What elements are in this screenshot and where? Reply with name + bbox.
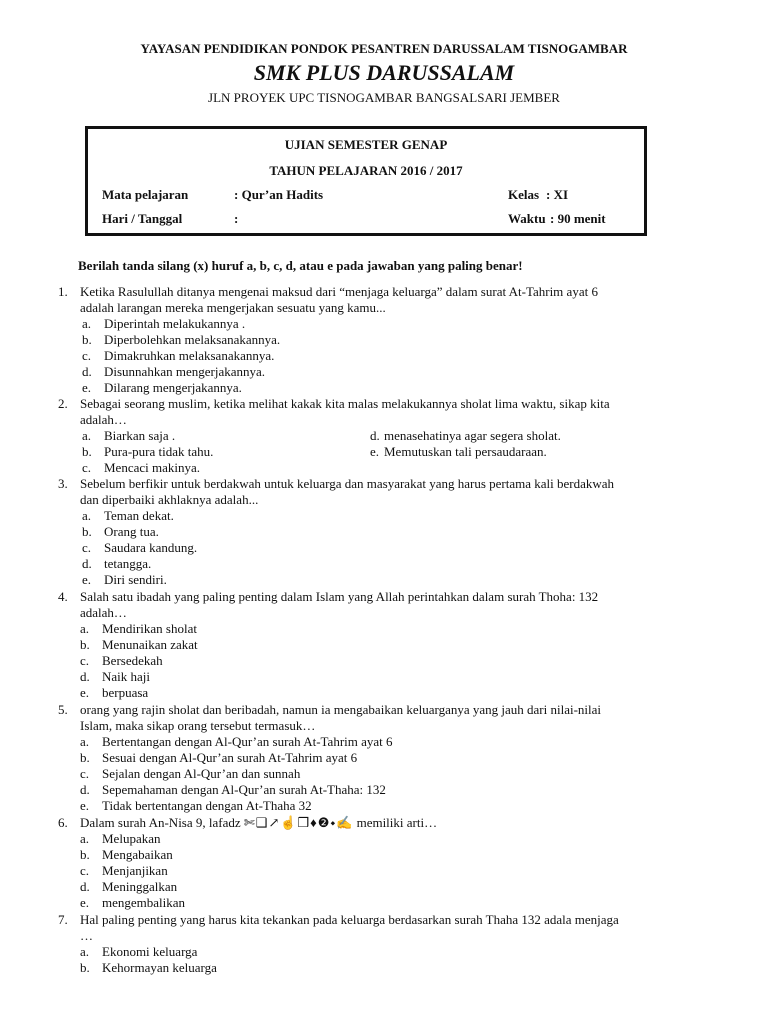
option-text: Kehormayan keluarga	[102, 960, 217, 975]
option-key: d.	[82, 556, 92, 571]
option-key: b.	[82, 444, 92, 459]
option-key: b.	[80, 637, 90, 652]
school-name: SMK PLUS DARUSSALAM	[253, 60, 515, 85]
question-number: 4.	[58, 589, 68, 604]
date-value: :	[234, 211, 239, 226]
school-address: JLN PROYEK UPC TISNOGAMBAR BANGSALSARI JEMBER	[208, 90, 560, 105]
option-text: Naik haji	[102, 669, 151, 684]
option-text: Ekonomi keluarga	[102, 944, 198, 959]
option-key: c.	[82, 460, 92, 475]
option-text: Orang tua.	[104, 524, 159, 539]
option-key: a.	[80, 831, 90, 846]
option-key: a.	[82, 316, 92, 331]
question-number: 1.	[58, 284, 68, 299]
option-text: Mendirikan sholat	[102, 621, 197, 636]
question-line	[80, 815, 716, 831]
option-key: b.	[80, 847, 90, 862]
option-text: Biarkan saja .	[104, 428, 176, 443]
subject-label: Mata pelajaran	[102, 187, 189, 202]
subject-value: : Qur’an Hadits	[234, 187, 324, 202]
time-label: Waktu	[508, 211, 546, 226]
option-text: Diperbolehkan melaksanakannya.	[104, 332, 281, 347]
option-key: d.	[80, 879, 90, 894]
option-text: Tidak bertentangan dengan At-Thaha 32	[102, 798, 312, 813]
question-number: 7.	[58, 912, 68, 927]
option-text: Bertentangan dengan Al-Qur’an surah At-Tahrim ayat 6	[102, 734, 393, 749]
question-line: Sebagai seorang muslim, ketika melihat kakak kita malas melakukannya sholat lima waktu, sikap kita	[80, 396, 610, 411]
option-text: Sepemahaman dengan Al-Qur’an surah At-Thaha: 132	[102, 782, 386, 797]
option-key: a.	[82, 508, 92, 523]
option-text: mengembalikan	[102, 895, 186, 910]
option-key: c.	[80, 863, 90, 878]
question-text-suffix: memiliki arti…	[356, 815, 438, 830]
option-key: e.	[370, 444, 380, 459]
arabic-word-glyphs: ✄❑↗︎☝❒♦❷⬩✍	[243, 815, 354, 830]
option-text: Memutuskan tali persaudaraan.	[384, 444, 547, 459]
time-value: : 90 menit	[550, 211, 606, 226]
option-text: Sesuai dengan Al-Qur’an surah At-Tahrim ayat 6	[102, 750, 358, 765]
question-line: adalah…	[80, 605, 127, 620]
option-key: a.	[80, 621, 90, 636]
option-text: Diri sendiri.	[104, 572, 167, 587]
option-key: c.	[82, 540, 92, 555]
question-line: adalah larangan mereka mengerjakan sesuatu yang kamu...	[80, 300, 386, 315]
option-text: Diperintah melakukannya .	[104, 316, 246, 331]
option-key: c.	[82, 348, 92, 363]
question-line: dan diperbaiki akhlaknya adalah...	[80, 492, 259, 507]
exam-year: TAHUN PELAJARAN 2016 / 2017	[269, 163, 463, 178]
question-number: 2.	[58, 396, 68, 411]
question-line: Islam, maka sikap orang tersebut termasuk…	[80, 718, 316, 733]
option-key: c.	[80, 766, 90, 781]
question-number: 3.	[58, 476, 68, 491]
option-text: berpuasa	[102, 685, 149, 700]
option-key: a.	[80, 734, 90, 749]
question-number: 6.	[58, 815, 68, 830]
option-text: Dimakruhkan melaksanakannya.	[104, 348, 275, 363]
option-text: Mencaci makinya.	[104, 460, 201, 475]
question-line: adalah…	[80, 412, 127, 427]
option-text: Teman dekat.	[104, 508, 174, 523]
option-text: Meninggalkan	[102, 879, 178, 894]
option-key: d.	[370, 428, 380, 443]
option-text: tetangga.	[104, 556, 152, 571]
option-key: e.	[82, 380, 92, 395]
option-key: e.	[80, 685, 90, 700]
option-text: Disunnahkan mengerjakannya.	[104, 364, 266, 379]
question-line: …	[80, 928, 93, 943]
option-key: c.	[80, 653, 90, 668]
option-text: Dilarang mengerjakannya.	[104, 380, 242, 395]
option-key: e.	[80, 798, 90, 813]
option-key: b.	[80, 750, 90, 765]
question-line: Salah satu ibadah yang paling penting dalam Islam yang Allah perintahkan dalam surah Thoha: 132	[80, 589, 599, 604]
option-text: Menjanjikan	[102, 863, 168, 878]
option-key: a.	[80, 944, 90, 959]
exam-title: UJIAN SEMESTER GENAP	[284, 137, 448, 152]
question-line: Sebelum berfikir untuk berdakwah untuk keluarga dan masyarakat yang harus pertama kali berdakwah	[80, 476, 615, 491]
option-key: d.	[80, 782, 90, 797]
option-text: Pura-pura tidak tahu.	[104, 444, 214, 459]
option-key: b.	[82, 332, 92, 347]
option-text: Bersedekah	[102, 653, 163, 668]
option-text: Melupakan	[102, 831, 161, 846]
option-text: Sejalan dengan Al-Qur’an dan sunnah	[102, 766, 301, 781]
question-number: 5.	[58, 702, 68, 717]
question-line: orang yang rajin sholat dan beribadah, namun ia mengabaikan keluarganya yang jauh dari nilai-nilai	[80, 702, 602, 717]
option-key: d.	[80, 669, 90, 684]
exam-info-box	[85, 126, 647, 236]
option-key: a.	[82, 428, 92, 443]
option-key: e.	[82, 572, 92, 587]
question-line: Ketika Rasulullah ditanya mengenai maksud dari “menjaga keluarga” dalam surat At-Tahrim ayat 6	[80, 284, 598, 299]
option-text: Menunaikan zakat	[102, 637, 198, 652]
class-value: : XI	[546, 187, 569, 202]
question-line: Hal paling penting yang harus kita tekankan pada keluarga berdasarkan surah Thaha 132 adala menjaga	[80, 912, 619, 927]
question-text-prefix: Dalam surah An-Nisa 9, lafadz	[80, 815, 241, 830]
option-text: Saudara kandung.	[104, 540, 198, 555]
option-text: menasehatinya agar segera sholat.	[384, 428, 561, 443]
option-text: Mengabaikan	[102, 847, 173, 862]
class-label: Kelas	[508, 187, 540, 202]
instruction: Berilah tanda silang (x) huruf a, b, c, d, atau e pada jawaban yang paling benar!	[78, 258, 523, 273]
option-key: b.	[82, 524, 92, 539]
option-key: e.	[80, 895, 90, 910]
foundation-name: YAYASAN PENDIDIKAN PONDOK PESANTREN DARUSSALAM TISNOGAMBAR	[140, 41, 628, 56]
option-key: b.	[80, 960, 90, 975]
date-label: Hari / Tanggal	[102, 211, 183, 226]
option-key: d.	[82, 364, 92, 379]
